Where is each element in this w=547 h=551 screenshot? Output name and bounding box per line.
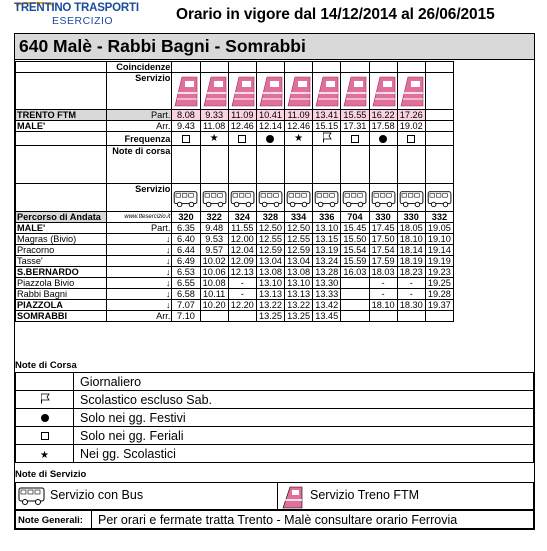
coincidenze-label: Coincidenze bbox=[106, 62, 172, 73]
stop-time bbox=[397, 311, 425, 322]
stop-time: 12.59 bbox=[285, 245, 313, 256]
stop-time: 10.08 bbox=[200, 278, 228, 289]
legend-title: Note di Corsa bbox=[15, 360, 77, 371]
stop-direction: ↓ bbox=[106, 256, 172, 267]
stop-direction: ↓ bbox=[106, 278, 172, 289]
stop-name: Rabbi Bagni bbox=[16, 289, 107, 300]
connection-time: 11.09 bbox=[228, 110, 256, 121]
legend-table bbox=[15, 372, 534, 463]
connection-row bbox=[16, 121, 454, 132]
bus-icon bbox=[371, 189, 397, 209]
connection-time: 11.08 bbox=[200, 121, 228, 132]
train-service-label: Servizio Treno FTM bbox=[310, 488, 420, 502]
stop-time: 15.59 bbox=[341, 256, 369, 267]
stop-row bbox=[16, 223, 454, 234]
stop-time: 9.48 bbox=[200, 223, 228, 234]
run-number: 320 bbox=[172, 212, 200, 223]
stop-row bbox=[16, 256, 454, 267]
stop-time: 19.05 bbox=[425, 223, 453, 234]
stop-row bbox=[16, 300, 454, 311]
stop-name: Tasse' bbox=[16, 256, 107, 267]
stop-row bbox=[16, 311, 454, 322]
percorso-label: Percorso di Andata bbox=[16, 212, 107, 223]
connection-time: 12.14 bbox=[256, 121, 284, 132]
train-icon bbox=[342, 73, 368, 107]
legend-label: Scolastico escluso Sab. bbox=[74, 391, 534, 409]
stop-row bbox=[16, 245, 454, 256]
bus-service-label: Servizio con Bus bbox=[50, 488, 144, 502]
stop-time bbox=[369, 311, 397, 322]
service-notes bbox=[15, 482, 534, 510]
stop-time bbox=[341, 311, 369, 322]
stop-time: 13.24 bbox=[313, 256, 341, 267]
stop-time: 13.10 bbox=[256, 278, 284, 289]
stop-time bbox=[228, 311, 256, 322]
stop-time: 13.25 bbox=[256, 311, 284, 322]
stop-time: 13.08 bbox=[285, 267, 313, 278]
stop-time: 7.07 bbox=[172, 300, 200, 311]
stop-time: 13.42 bbox=[313, 300, 341, 311]
service-train-row bbox=[16, 73, 454, 110]
legend-label: Giornaliero bbox=[74, 373, 534, 391]
stop-time: 19.10 bbox=[425, 234, 453, 245]
bus-icon bbox=[399, 189, 425, 209]
connection-time: 15.55 bbox=[341, 110, 369, 121]
stop-time: 13.19 bbox=[313, 245, 341, 256]
stop-time: 18.30 bbox=[397, 300, 425, 311]
connection-time: 12.46 bbox=[228, 121, 256, 132]
connection-time: 13.41 bbox=[313, 110, 341, 121]
stop-time: 7.10 bbox=[172, 311, 200, 322]
stop-name: S.BERNARDO bbox=[16, 267, 107, 278]
stop-time: 12.50 bbox=[285, 223, 313, 234]
stop-row bbox=[16, 289, 454, 300]
coincidenze-row bbox=[16, 62, 454, 73]
stop-time: 18.10 bbox=[369, 300, 397, 311]
trentino-trasporti-logo bbox=[14, 2, 154, 30]
run-number: 322 bbox=[200, 212, 228, 223]
stop-time: - bbox=[369, 289, 397, 300]
train-icon bbox=[286, 73, 312, 107]
stop-time: 18.14 bbox=[397, 245, 425, 256]
stop-time bbox=[200, 311, 228, 322]
connection-time: 11.09 bbox=[285, 110, 313, 121]
stop-time: 18.03 bbox=[369, 267, 397, 278]
legend-item bbox=[16, 409, 534, 427]
stop-time: 6.58 bbox=[172, 289, 200, 300]
stop-time: 13.15 bbox=[313, 234, 341, 245]
bus-icon bbox=[342, 189, 368, 209]
legend-label: Solo nei gg. Festivi bbox=[74, 409, 534, 427]
dot-icon bbox=[379, 135, 387, 143]
stop-name: MALE' bbox=[16, 223, 107, 234]
website-label: www.ttesercizio.it bbox=[106, 212, 172, 223]
stop-time: 13.13 bbox=[256, 289, 284, 300]
train-icon bbox=[202, 73, 228, 107]
stop-time: 6.40 bbox=[172, 234, 200, 245]
stop-direction: ↓ bbox=[106, 300, 172, 311]
train-icon bbox=[314, 73, 340, 107]
legend-label: Nei gg. Scolastici bbox=[74, 445, 534, 463]
stop-time bbox=[341, 300, 369, 311]
stop-time: 10.11 bbox=[200, 289, 228, 300]
connection-time: 8.08 bbox=[172, 110, 200, 121]
stop-time: 13.45 bbox=[313, 311, 341, 322]
stop-time: 17.45 bbox=[369, 223, 397, 234]
stop-time: 18.23 bbox=[397, 267, 425, 278]
square-icon bbox=[238, 135, 246, 143]
connection-time: 16.22 bbox=[369, 110, 397, 121]
connection-unit: Part. bbox=[106, 110, 172, 121]
stop-time: 15.54 bbox=[341, 245, 369, 256]
connection-time: 19.02 bbox=[397, 121, 425, 132]
run-number: 324 bbox=[228, 212, 256, 223]
stop-time: 17.59 bbox=[369, 256, 397, 267]
run-number: 330 bbox=[397, 212, 425, 223]
stop-time: 13.30 bbox=[313, 278, 341, 289]
train-icon bbox=[371, 73, 397, 107]
stop-time: 6.49 bbox=[172, 256, 200, 267]
bus-icon bbox=[286, 189, 312, 209]
stop-name: Pracorno bbox=[16, 245, 107, 256]
stop-row bbox=[16, 278, 454, 289]
service-notes-title: Note di Servizio bbox=[15, 469, 87, 480]
legend-item bbox=[16, 391, 534, 409]
stop-time: 19.28 bbox=[425, 289, 453, 300]
stop-time: - bbox=[369, 278, 397, 289]
bus-icon bbox=[173, 189, 199, 209]
stop-time: 13.08 bbox=[256, 267, 284, 278]
stop-time: 17.50 bbox=[369, 234, 397, 245]
stop-time: 15.45 bbox=[341, 223, 369, 234]
legend-item bbox=[16, 445, 534, 463]
stop-time: 12.04 bbox=[228, 245, 256, 256]
stop-time: - bbox=[228, 289, 256, 300]
stop-time: 6.55 bbox=[172, 278, 200, 289]
stop-time: - bbox=[397, 278, 425, 289]
train-icon bbox=[399, 73, 425, 107]
stop-time: 19.25 bbox=[425, 278, 453, 289]
stop-time: 11.55 bbox=[228, 223, 256, 234]
run-number: 334 bbox=[285, 212, 313, 223]
stop-time: 13.33 bbox=[313, 289, 341, 300]
star-icon: ★ bbox=[40, 449, 49, 461]
stop-time: 6.35 bbox=[172, 223, 200, 234]
general-notes-text: Per orari e fermate tratta Trento - Malè consultare orario Ferrovia bbox=[98, 513, 458, 527]
stop-time: 19.14 bbox=[425, 245, 453, 256]
connection-time: 9.43 bbox=[172, 121, 200, 132]
stop-time: 9.53 bbox=[200, 234, 228, 245]
connection-time: 15.15 bbox=[313, 121, 341, 132]
bus-icon bbox=[427, 189, 453, 209]
stop-time: 12.09 bbox=[228, 256, 256, 267]
validity-period: Orario in vigore dal 14/12/2014 al 26/06/2015 bbox=[176, 6, 495, 23]
run-number: 336 bbox=[313, 212, 341, 223]
stop-time: 12.55 bbox=[285, 234, 313, 245]
stop-name: Piazzola Bivio bbox=[16, 278, 107, 289]
star-icon: ★ bbox=[294, 133, 304, 144]
stop-direction: ↓ bbox=[106, 267, 172, 278]
stop-direction: ↓ bbox=[106, 289, 172, 300]
stop-time: 13.04 bbox=[285, 256, 313, 267]
servizio-label: Servizio bbox=[106, 184, 172, 212]
general-notes bbox=[15, 510, 534, 529]
run-number: 328 bbox=[256, 212, 284, 223]
connection-station: MALE' bbox=[16, 121, 107, 132]
run-number: 332 bbox=[425, 212, 453, 223]
stop-name: PIAZZOLA bbox=[16, 300, 107, 311]
bus-icon bbox=[18, 485, 46, 507]
stop-time: 13.10 bbox=[285, 278, 313, 289]
square-icon bbox=[407, 135, 415, 143]
stop-time: 12.50 bbox=[256, 223, 284, 234]
route-title-bar bbox=[15, 34, 534, 60]
stop-time: 10.02 bbox=[200, 256, 228, 267]
stop-time bbox=[341, 289, 369, 300]
run-number: 704 bbox=[341, 212, 369, 223]
dot-icon bbox=[41, 414, 49, 422]
stop-time: 13.22 bbox=[285, 300, 313, 311]
stop-time bbox=[425, 311, 453, 322]
frequency-label: Frequenza bbox=[106, 132, 172, 146]
square-icon bbox=[41, 432, 49, 440]
page-header bbox=[0, 0, 547, 33]
timetable-grid bbox=[15, 61, 454, 322]
logo-text: TRENTINO TRASPORTI bbox=[14, 2, 139, 14]
square-icon bbox=[351, 135, 359, 143]
stop-time: 19.23 bbox=[425, 267, 453, 278]
stop-direction: ↓ bbox=[106, 234, 172, 245]
stop-time: 13.25 bbox=[285, 311, 313, 322]
stop-time: - bbox=[228, 278, 256, 289]
stop-time: 15.50 bbox=[341, 234, 369, 245]
stop-time: 12.13 bbox=[228, 267, 256, 278]
stop-time: 6.44 bbox=[172, 245, 200, 256]
route-title: 640 Malè - Rabbi Bagni - Somrabbi bbox=[19, 36, 306, 56]
stop-direction: Arr. bbox=[106, 311, 172, 322]
stop-time: 13.13 bbox=[285, 289, 313, 300]
legend-item bbox=[16, 427, 534, 445]
connection-time: 10.41 bbox=[256, 110, 284, 121]
stop-time: 6.53 bbox=[172, 267, 200, 278]
stop-time: 18.10 bbox=[397, 234, 425, 245]
flag-icon bbox=[322, 132, 332, 143]
stop-name: Magras (Bivio) bbox=[16, 234, 107, 245]
stop-time: 10.06 bbox=[200, 267, 228, 278]
connection-time: 9.33 bbox=[200, 110, 228, 121]
stop-time: 19.37 bbox=[425, 300, 453, 311]
stop-time: 12.59 bbox=[256, 245, 284, 256]
stop-row bbox=[16, 267, 454, 278]
stop-time: 12.20 bbox=[228, 300, 256, 311]
general-notes-label: Note Generali: bbox=[18, 515, 83, 526]
bus-icon bbox=[230, 189, 256, 209]
star-icon: ★ bbox=[209, 133, 219, 144]
connection-time: 17.31 bbox=[341, 121, 369, 132]
stop-time: - bbox=[397, 289, 425, 300]
stop-time: 17.54 bbox=[369, 245, 397, 256]
stop-time: 13.10 bbox=[313, 223, 341, 234]
bus-icon bbox=[314, 189, 340, 209]
stop-time: 12.00 bbox=[228, 234, 256, 245]
run-number-row bbox=[16, 212, 454, 223]
legend-item bbox=[16, 373, 534, 391]
logo-subtext: ESERCIZIO bbox=[52, 15, 114, 27]
note-di-corsa-row bbox=[16, 146, 454, 184]
train-icon bbox=[173, 73, 199, 107]
stop-time: 18.05 bbox=[397, 223, 425, 234]
run-number: 330 bbox=[369, 212, 397, 223]
train-icon bbox=[258, 73, 284, 107]
stop-direction: ↓ bbox=[106, 245, 172, 256]
stop-time: 12.55 bbox=[256, 234, 284, 245]
stop-time: 13.22 bbox=[256, 300, 284, 311]
bus-icon bbox=[202, 189, 228, 209]
bus-icon bbox=[258, 189, 284, 209]
stop-time: 10.20 bbox=[200, 300, 228, 311]
stop-time: 16.03 bbox=[341, 267, 369, 278]
connection-time: 12.46 bbox=[285, 121, 313, 132]
connection-row bbox=[16, 110, 454, 121]
stop-time bbox=[341, 278, 369, 289]
servizio-label: Servizio bbox=[106, 73, 172, 110]
connection-time: 17.26 bbox=[397, 110, 425, 121]
square-icon bbox=[182, 135, 190, 143]
legend-label: Solo nei gg. Feriali bbox=[74, 427, 534, 445]
note-di-corsa-label: Note di corsa bbox=[106, 146, 172, 184]
stop-time: 18.19 bbox=[397, 256, 425, 267]
connection-station: TRENTO FTM bbox=[16, 110, 107, 121]
stop-time: 19.19 bbox=[425, 256, 453, 267]
flag-icon bbox=[40, 393, 50, 404]
dot-icon bbox=[266, 135, 274, 143]
train-icon bbox=[280, 484, 306, 510]
stop-row bbox=[16, 234, 454, 245]
stop-time: 9.57 bbox=[200, 245, 228, 256]
service-bus-row bbox=[16, 184, 454, 212]
connection-time: 17.58 bbox=[369, 121, 397, 132]
stop-direction: Part. bbox=[106, 223, 172, 234]
stop-time: 13.04 bbox=[256, 256, 284, 267]
train-icon bbox=[230, 73, 256, 107]
frequency-row bbox=[16, 132, 454, 146]
stop-name: SOMRABBI bbox=[16, 311, 107, 322]
stop-time: 13.28 bbox=[313, 267, 341, 278]
connection-unit: Arr. bbox=[106, 121, 172, 132]
